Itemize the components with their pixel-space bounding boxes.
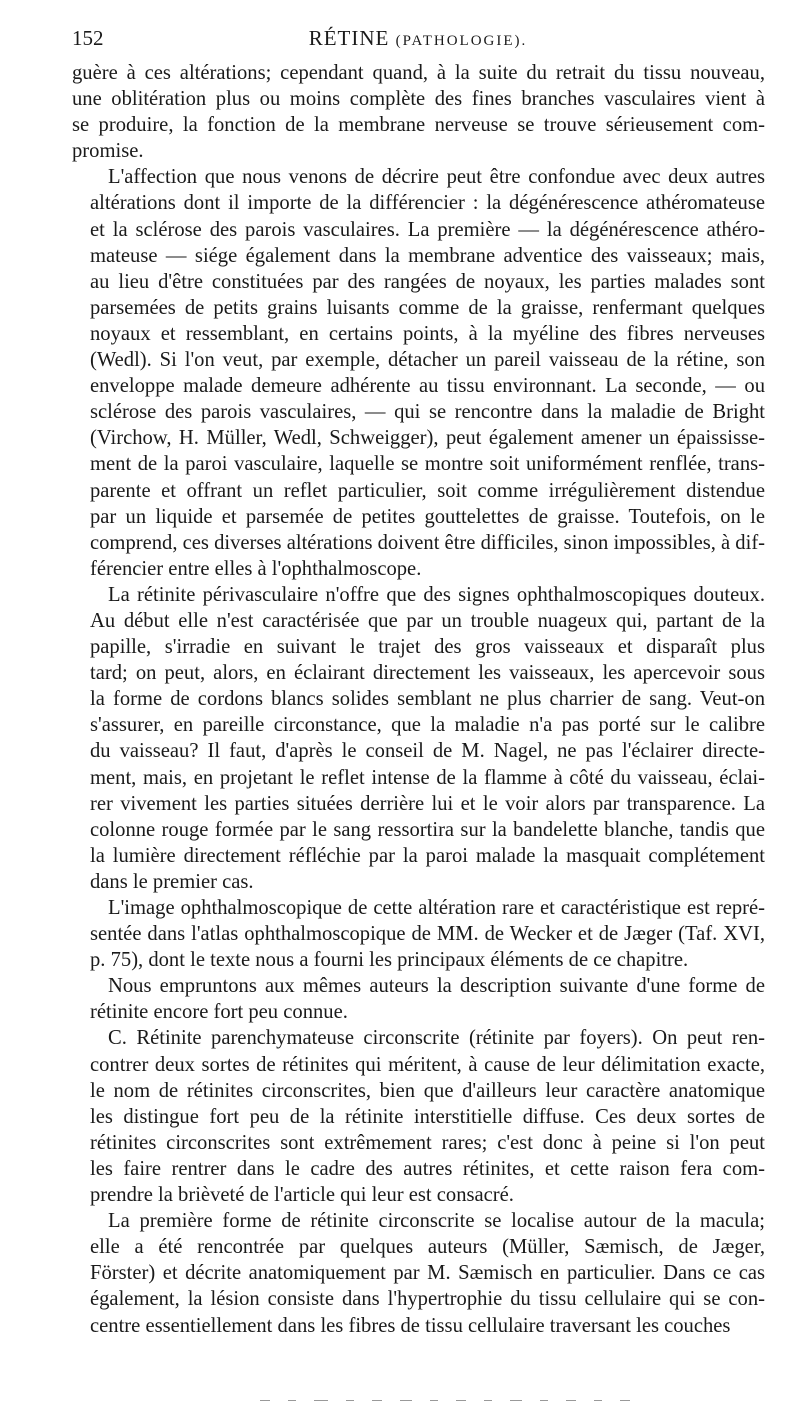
text-line: sentée dans l'atlas ophthalmoscopique de MM. de Wecker et de Jæger (Taf. XVI, <box>90 923 765 946</box>
text-line: papille, s'irradie en suivant le trajet des gros vaisseaux et disparaît plus <box>90 636 765 659</box>
text-line: centre essentiellement dans les fibres de tissu cellulaire traversant les couches <box>90 1314 731 1337</box>
text-line: au lieu d'être constituées par des rangées de noyaux, les parties malades sont <box>90 270 765 293</box>
text-line: se produire, la fonction de la membrane nerveuse se trouve sérieusement com- <box>72 114 765 137</box>
page-header <box>72 26 764 56</box>
text-line: (Wedl). Si l'on veut, par exemple, détacher un pareil vaisseau de la rétine, son <box>90 349 765 372</box>
paragraph <box>72 1025 765 1208</box>
running-title-subtitle: (PATHOLOGIE). <box>395 33 528 49</box>
text-line: C. Rétinite parenchymateuse circonscrite (rétinite par foyers). On peut ren- <box>108 1027 765 1050</box>
running-title <box>72 26 764 51</box>
text-line: L'affection que nous venons de décrire peut être confondue avec deux autres <box>108 166 765 189</box>
text-line: mateuse — siége également dans la membrane adventice des vaisseaux; mais, <box>90 244 765 267</box>
text-line: ment, mais, en projetant le reflet intense de la flamme à côté du vaisseau, éclai- <box>90 766 765 789</box>
text-line: tard; on peut, alors, en éclairant directement les vaisseaux, les apercevoir sous <box>90 662 765 685</box>
text-line: également, la lésion consiste dans l'hypertrophie du tissu cellulaire qui se con- <box>90 1288 765 1311</box>
text-line: enveloppe malade demeure adhérente au tissu environnant. La seconde, — ou <box>90 375 765 398</box>
text-line: Au début elle n'est caractérisée que par un trouble nuageux qui, partant de la <box>90 609 765 632</box>
text-line: s'assurer, en pareille circonstance, que la maladie n'a pas porté sur le calibre <box>90 714 765 737</box>
text-line: la forme de cordons blancs solides semblant ne plus charrier de sang. Veut-on <box>90 688 765 711</box>
text-line: les faire rentrer dans le cadre des autres rétinites, et cette raison fera com- <box>90 1157 765 1180</box>
text-line: sclérose des parois vasculaires, — qui se rencontre dans la maladie de Bright <box>90 401 765 424</box>
text-line: La rétinite périvasculaire n'offre que des signes ophthalmoscopiques douteux. <box>108 583 765 606</box>
text-line: prendre la brièveté de l'article qui leur est consacré. <box>90 1184 514 1207</box>
text-line: noyaux et ressemblant, en certains points, à la myéline des fibres nerveuses <box>90 322 765 345</box>
text-line: Nous empruntons aux mêmes auteurs la description suivante d'une forme de <box>108 975 765 998</box>
paragraph <box>72 164 765 582</box>
text-line: contrer deux sortes de rétinites qui méritent, à cause de leur délimitation exacte, <box>90 1053 765 1076</box>
text-line: une oblitération plus ou moins complète des fines branches vasculaires vient à <box>72 88 765 111</box>
text-line: parente et offrant un reflet particulier, soit comme irrégulièrement distendue <box>90 479 765 502</box>
running-title-main: RÉTINE <box>308 26 390 50</box>
text-line: rer vivement les parties situées derrière lui et le voir alors par transparence. La <box>90 792 765 815</box>
text-line: rétinites circonscrites sont extrêmement rares; c'est donc à peine si l'on peut <box>90 1131 765 1154</box>
page-number: 152 <box>72 26 104 50</box>
text-line: (Virchow, H. Müller, Wedl, Schweigger), peut également amener un épaississe- <box>90 427 765 450</box>
text-line: guère à ces altérations; cependant quand, à la suite du retrait du tissu nouveau, <box>72 62 765 84</box>
text-line: férencier entre elles à l'ophthalmoscope. <box>90 557 422 580</box>
paragraph <box>72 973 765 1025</box>
text-line: altérations dont il importe de la différencier : la dégénérescence athéromateuse <box>90 192 765 215</box>
text-line: rétinite encore fort peu connue. <box>90 1001 348 1024</box>
text-line: le nom de rétinites circonscrites, bien que d'ailleurs leur caractère anatomique <box>90 1079 765 1102</box>
text-line: colonne rouge formée par le sang ressortira sur la bandelette blanche, tandis que <box>90 818 765 841</box>
text-line: p. 75), dont le texte nous a fourni les principaux éléments de ce chapitre. <box>90 949 689 972</box>
text-line: La première forme de rétinite circonscrite se localise autour de la macula; <box>108 1210 765 1233</box>
text-line: du vaisseau? Il faut, d'après le conseil de M. Nagel, ne pas l'éclairer directe- <box>90 740 765 763</box>
paragraph <box>72 60 765 164</box>
text-line: promise. <box>72 140 144 163</box>
text-line: la lumière directement réfléchie par la paroi malade la masquait complétement <box>90 844 765 867</box>
text-line: elle a été rencontrée par quelques auteurs (Müller, Sæmisch, de Jæger, <box>90 1236 765 1259</box>
text-line: les distingue fort peu de la rétinite interstitielle diffuse. Ces deux sortes de <box>90 1105 765 1128</box>
paragraph <box>72 1208 765 1338</box>
text-line: ment de la paroi vasculaire, laquelle se montre soit uniformément renflée, trans- <box>90 453 765 476</box>
text-line: parsemées de petits grains luisants comme de la graisse, renfermant quelques <box>90 296 765 319</box>
text-line: comprend, ces diverses altérations doivent être difficiles, sinon impossibles, à dif- <box>90 531 766 554</box>
text-line: Förster) et décrite anatomiquement par M. Sæmisch en particulier. Dans ce cas <box>90 1262 765 1285</box>
paragraph <box>72 582 765 895</box>
text-line: et la sclérose des parois vasculaires. La première — la dégénérescence athéro- <box>90 218 765 241</box>
text-line: par un liquide et parsemée de petites gouttelettes de graisse. Toutefois, on le <box>90 505 765 528</box>
paragraph <box>72 895 765 973</box>
body-text <box>72 60 765 1339</box>
text-line: dans le premier cas. <box>90 870 254 893</box>
text-line: L'image ophthalmoscopique de cette altération rare et caractéristique est repré- <box>108 897 765 919</box>
bottom-margin-marks <box>260 1388 720 1392</box>
